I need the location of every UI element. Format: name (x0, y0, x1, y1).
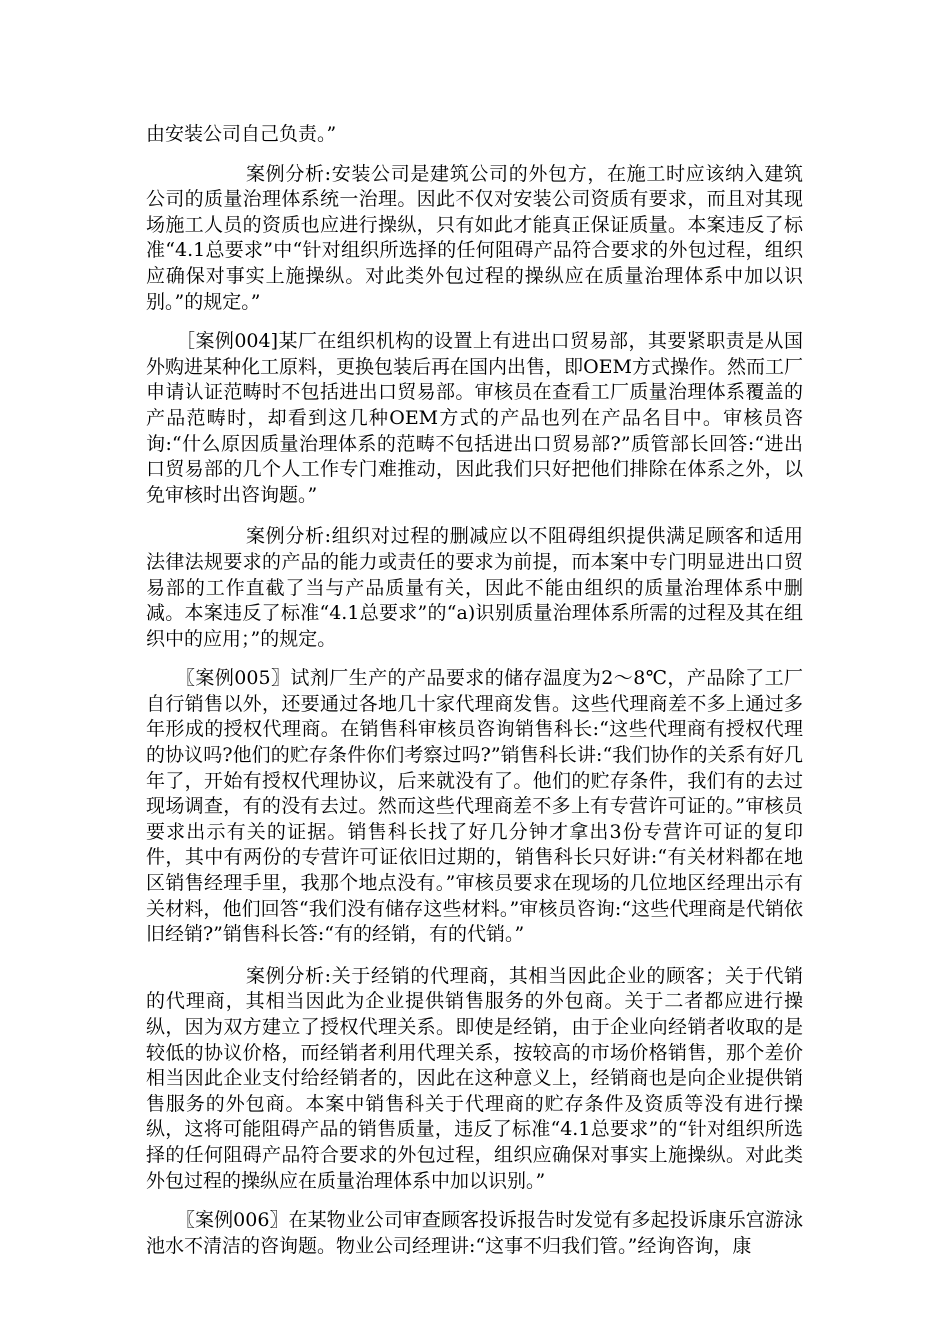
document-page (146, 122, 803, 1259)
paragraph-case-005: 〖案例005〗试剂厂生产的产品要求的储存温度为2～8℃，产品除了工厂自行销售以外，还要通过各地几十家代理商发售。这些代理商差不多上通过多年形成的授权代理商。在销售科审核员咨询销售科长:“这些代理商有授权代理的协议吗?他们的贮存条件你们考察过吗?”销售科长讲:“我们协作的关系有好几年了，开始有授权代理协议，后来就没有了。他们的贮存条件，我们有的去过现场调查，有的没有去过。然而这些代理商差不多上有专营许可证的。”审核员要求出示有关的证据。销售科长找了好几分钟才拿出3份专营许可证的复印件，其中有两份的专营许可证依旧过期的，销售科长只好讲:“有关材料都在地区销售经理手里，我那个地点没有。”审核员要求在现场的几位地区经理出示有关材料，他们回答“我们没有储存这些材料。”审核员咨询:“这些代理商是代销依旧经销?”销售科长答:“有的经销，有的代销。” (146, 667, 803, 946)
paragraph-case-004-analysis: 案例分析:组织对过程的删减应以不阻碍组织提供满足顾客和适用法律法规要求的产品的能力或责任的要求为前提，而本案中专门明显进出口贸易部的工作直截了当与产品质量有关，因此不能由组织的质量治理体系中删减。本案违反了标准“4.1总要求”的“a)识别质量治理体系所需的过程及其在组织中的应用；”的规定。 (146, 525, 803, 650)
paragraph-case-006: 〖案例006〗在某物业公司审查顾客投诉报告时发觉有多起投诉康乐宫游泳池水不清洁的咨询题。物业公司经理讲:“这事不归我们管。”经询咨询，康 (146, 1209, 803, 1257)
paragraph-case-005-analysis: 案例分析:关于经销的代理商，其相当因此企业的顾客；关于代销的代理商，其相当因此为企业提供销售服务的外包商。关于二者都应进行操纵，因为双方建立了授权代理关系。即使是经销，由于企业向经销者收取的是较低的协议价格，而经销者利用代理关系，按较高的市场价格销售，那个差价相当因此企业支付给经销者的，因此在这种意义上，经销商也是向企业提供销售服务的外包商。本案中销售科关于代理商的贮存条件及资质等没有进行操纵，这将可能阻碍产品的销售质量，违反了标准“4.1总要求”的“针对组织所选择的任何阻碍产品符合要求的外包过程，组织应确保对事实上施操纵。对此类外包过程的操纵应在质量治理体系中加以识别。” (146, 964, 803, 1192)
paragraph-case-003-analysis: 案例分析:安装公司是建筑公司的外包方，在施工时应该纳入建筑公司的质量治理体系统一治理。因此不仅对安装公司资质有要求，而且对其现场施工人员的资质也应进行操纵，只有如此才能真正保证质量。本案违反了标准“4.1总要求”中“针对组织所选择的任何阻碍产品符合要求的外包过程，组织应确保对事实上施操纵。对此类外包过程的操纵应在质量治理体系中加以识别。”的规定。” (146, 162, 803, 313)
paragraph-case-004: ［案例004]某厂在组织机构的设置上有进出口贸易部，其要紧职责是从国外购进某种化工原料，更换包装后再在国内出售，即OEM方式操作。然而工厂申请认证范畴时不包括进出口贸易部。审核员在查看工厂质量治理体系覆盖的产品范畴时，却看到这几种OEM方式的产品也列在产品名目中。审核员咨询:“什么原因质量治理体系的范畴不包括进出口贸易部?”质管部长回答:“进出口贸易部的几个人工作专门难推动，因此我们只好把他们排除在体系之外，以免审核时出咨询题。” (146, 330, 803, 506)
paragraph-continuation: 由安装公司自己负责。” (146, 123, 337, 145)
